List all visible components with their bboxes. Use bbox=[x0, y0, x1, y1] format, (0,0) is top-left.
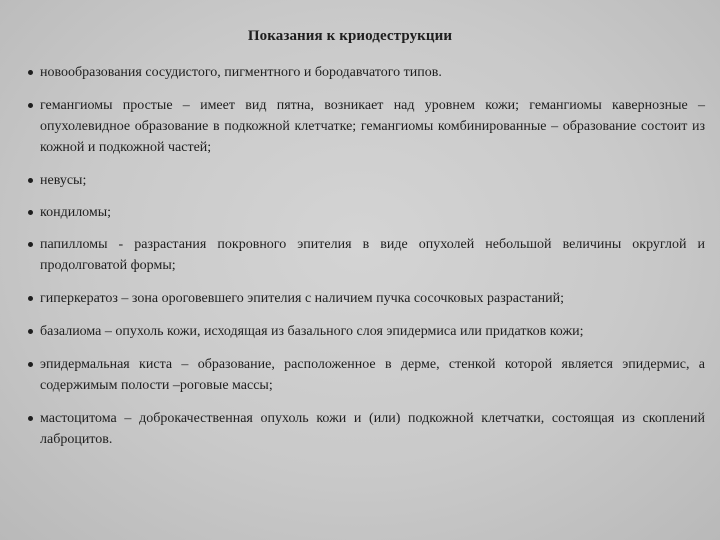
list-item-text: гиперкератоз – зона ороговевшего эпителия с наличием пучка сосочковых разрастаний; bbox=[40, 291, 565, 306]
bullet-icon bbox=[28, 178, 33, 183]
list-item-text: гемангиомы простые – имеет вид пятна, возникает над уровнем кожи; гемангиомы кавернозные – опухолевидное образование в подкожной клетчатке; гемангиомы комбинированные – образование состоит из кожной и подкожной частей; bbox=[40, 98, 705, 155]
slide-title: Показания к криодеструкции bbox=[247, 28, 453, 44]
list-item-text: новообразования сосудистого, пигментного и бородавчатого типов. bbox=[40, 65, 442, 80]
list-item-text: папилломы - разрастания покровного эпителия в виде опухолей небольшой величины округлой и продолговатой формы; bbox=[40, 237, 705, 273]
bullet-icon bbox=[28, 70, 33, 75]
bullet-icon bbox=[28, 329, 33, 334]
bullet-icon bbox=[28, 103, 33, 108]
bullet-icon bbox=[28, 210, 33, 215]
bullet-icon bbox=[28, 242, 33, 247]
list-item-text: невусы; bbox=[40, 173, 87, 188]
bullet-icon bbox=[28, 296, 33, 301]
bullet-icon bbox=[28, 362, 33, 367]
list-item-text: базалиома – опухоль кожи, исходящая из базального слоя эпидермиса или придатков кожи; bbox=[40, 324, 584, 339]
list-item-text: мастоцитома – доброкачественная опухоль кожи и (или) подкожной клетчатки, состоящая из скоплений лаброцитов. bbox=[40, 411, 705, 447]
bullet-icon bbox=[28, 416, 33, 421]
list-item-text: кондиломы; bbox=[40, 205, 112, 220]
list-item-text: эпидермальная киста – образование, расположенное в дерме, стенкой которой является эпидермис, а содержимым полости –роговые массы; bbox=[40, 357, 705, 393]
